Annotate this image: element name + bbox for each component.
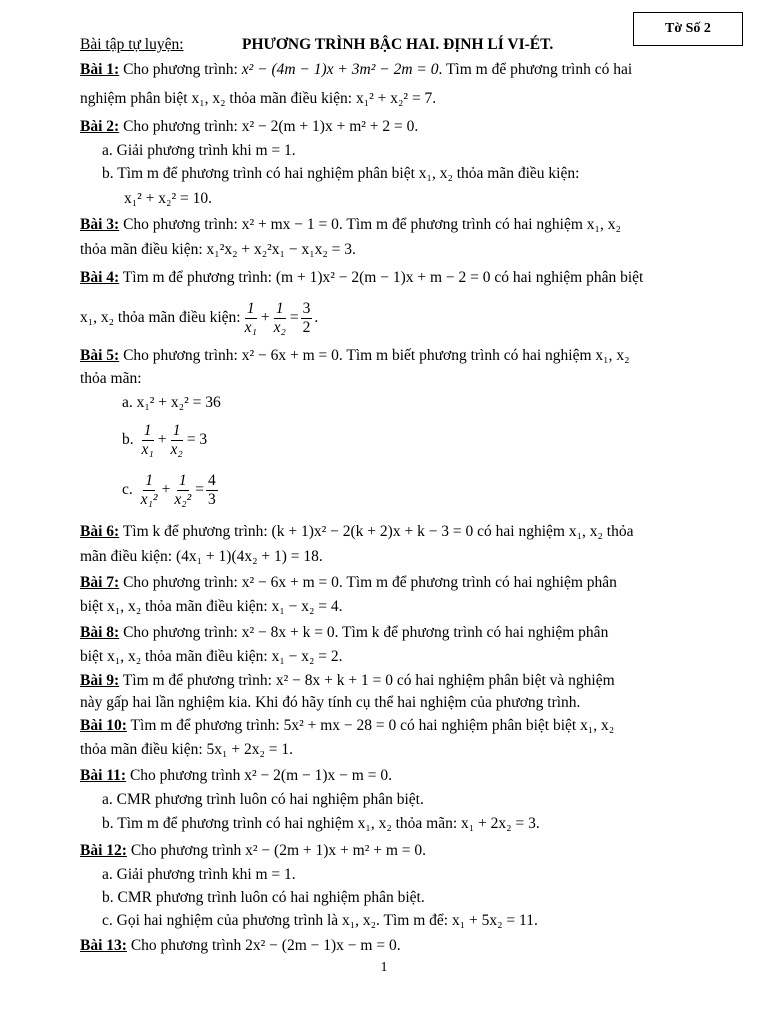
bai5-c-frac2-den: x₂² (174, 490, 192, 508)
bai7-text: Cho phương trình: x² − 6x + m = 0. Tìm m để phương trình có hai nghiệm phân (123, 574, 617, 591)
bai6-text: Tìm k để phương trình: (k + 1)x² − 2(k + 2)x + k − 3 = 0 có hai nghiệm x₁, x₂ thỏa (122, 523, 634, 540)
bai5-b-frac1-num: 1 (143, 421, 152, 439)
bai5-c-frac2-num: 1 (178, 471, 187, 489)
bai4-frac2-num: 1 (275, 299, 284, 317)
bai7-label: Bài 7: (80, 574, 120, 591)
header (80, 36, 554, 54)
bai12-line1 (80, 840, 712, 862)
bai5-line1 (80, 345, 712, 367)
bai5-line2: thỏa mãn: (80, 370, 142, 387)
bai12-part-a: a. Giải phương trình khi m = 1. (102, 866, 296, 883)
bai1-text: Cho phương trình: (123, 61, 238, 78)
bai5-text: Cho phương trình: x² − 6x + m = 0. Tìm m biết phương trình có hai nghiệm x₁, x₂ (123, 347, 630, 364)
bai4-label: Bài 4: (80, 269, 120, 286)
bai5-b-rhs: = 3 (186, 431, 208, 448)
bai8-line1 (80, 622, 712, 644)
bai2-part-a: a. Giải phương trình khi m = 1. (102, 142, 296, 159)
bai9-text: Tìm m để phương trình: x² − 8x + k + 1 = 0 có hai nghiệm phân biệt và nghiệm (122, 672, 615, 689)
page-title: PHƯƠNG TRÌNH BẬC HAI. ĐỊNH LÍ VI-ÉT. (242, 36, 554, 53)
bai5-c-frac3-den: 3 (207, 490, 216, 508)
bai1-text-end: . Tìm m để phương trình có hai (438, 61, 633, 78)
bai5-b-fraction-2 (169, 422, 185, 459)
bai12-part-c: c. Gọi hai nghiệm của phương trình là x₁, x₂. Tìm m để: x₁ + 5x₂ = 11. (102, 912, 538, 929)
bai5-c-fraction-3 (206, 472, 218, 509)
page-number: 1 (380, 960, 388, 975)
bai4-text: Tìm m để phương trình: (m + 1)x² − 2(m − 1)x + m − 2 = 0 có hai nghiệm phân biệt (122, 269, 644, 286)
bai11-part-a: a. CMR phương trình luôn có hai nghiệm phân biệt. (102, 791, 424, 808)
bai4-frac1-num: 1 (246, 299, 255, 317)
bai5-c-frac3-num: 4 (207, 471, 216, 489)
bai12-text: Cho phương trình x² − (2m + 1)x + m² + m = 0. (130, 842, 427, 859)
bai13-line1 (80, 935, 712, 957)
bai6-line2: mãn điều kiện: (4x₁ + 1)(4x₂ + 1) = 18. (80, 548, 323, 565)
bai5-c-frac1-den: x₁² (140, 490, 158, 508)
bai9-line2: này gấp hai lần nghiệm kia. Khi đó hãy tính cụ thể hai nghiệm của phương trình. (80, 694, 581, 711)
bai8-line2: biệt x₁, x₂ thỏa mãn điều kiện: x₁ − x₂ = 2. (80, 648, 343, 665)
bai5-b-frac1-den: x₁ (141, 440, 154, 458)
bai10-line2: thỏa mãn điều kiện: 5x₁ + 2x₂ = 1. (80, 741, 293, 758)
bai11-line1 (80, 765, 712, 787)
bai13-text: Cho phương trình 2x² − (2m − 1)x − m = 0. (130, 937, 401, 954)
bai2-part-b-condition: x₁² + x₂² = 10. (124, 190, 212, 207)
bai5-c-label: c. (122, 481, 133, 498)
bai5-part-a: a. x₁² + x₂² = 36 (122, 394, 221, 411)
bai7-line1 (80, 572, 712, 594)
bai5-b-frac2-num: 1 (172, 421, 181, 439)
exercise-heading: Bài tập tự luyện: (80, 36, 184, 53)
bai5-part-c: c. $\frac{1}{\text{x₁²}}$ + $\frac{1}{\text{x₂²}}$ = $\frac{4}{3}$ (122, 471, 216, 508)
bai11-label: Bài 11: (80, 767, 127, 784)
bai5-b-fraction-1 (140, 422, 156, 459)
bai10-text: Tìm m để phương trình: 5x² + mx − 28 = 0 có hai nghiệm phân biệt biệt x₁, x₂ (130, 717, 615, 734)
bai4-fraction-3 (301, 300, 313, 337)
bai12-label: Bài 12: (80, 842, 127, 859)
bai3-line2: thỏa mãn điều kiện: x₁²x₂ + x₂²x₁ − x₁x₂ = 3. (80, 241, 356, 258)
bai2-part-b: b. Tìm m để phương trình có hai nghiệm phân biệt x₁, x₂ thỏa mãn điều kiện: (102, 165, 580, 182)
bai4-frac1-den: x₁ (244, 318, 257, 336)
bai3-text: Cho phương trình: x² + mx − 1 = 0. Tìm m để phương trình có hai nghiệm x₁, x₂ (123, 216, 621, 233)
bai4-frac2-den: x₂ (273, 318, 286, 336)
bai13-label: Bài 13: (80, 937, 127, 954)
bai12-part-b: b. CMR phương trình luôn có hai nghiệm phân biệt. (102, 889, 425, 906)
bai5-part-b: b. $\frac{1}{\text{x₁}}$ + $\frac{1}{\text{x₂}}$ = 3 (122, 421, 208, 458)
bai9-label: Bài 9: (80, 672, 120, 689)
bai6-label: Bài 6: (80, 523, 120, 540)
bai4-line1 (80, 267, 712, 289)
bai4-fraction-1 (243, 300, 259, 337)
bai5-b-frac2-den: x₂ (170, 440, 183, 458)
bai8-label: Bài 8: (80, 624, 120, 641)
bai5-c-frac1-num: 1 (145, 471, 153, 489)
bai8-text: Cho phương trình: x² − 8x + k = 0. Tìm k để phương trình có hai nghiệm phân (123, 624, 609, 641)
bai10-label: Bài 10: (80, 717, 127, 734)
bai5-c-fraction-1 (139, 472, 160, 509)
bai9-line1 (80, 670, 712, 692)
bai1-equation: x² − (4m − 1)x + 3m² − 2m = 0 (241, 61, 439, 78)
bai4-line2: x₁, x₂ thỏa mãn điều kiện: $\frac{1}{\text{x₁}}$ + $\frac{1}{\text{x₂}}$ = $\frac{3}{2}$ . (80, 299, 319, 336)
bai5-c-fraction-2 (172, 472, 193, 509)
bai2-line1 (80, 116, 712, 138)
bai5-label: Bài 5: (80, 347, 120, 364)
bai1-label: Bài 1: (80, 61, 120, 78)
bai11-text: Cho phương trình x² − 2(m − 1)x − m = 0. (129, 767, 392, 784)
bai10-line1 (80, 715, 712, 737)
sheet-number-box: Tờ Số 2 (633, 12, 743, 46)
bai1-line1 (80, 59, 712, 81)
bai3-line1 (80, 214, 712, 236)
bai4-frac3-den: 2 (302, 318, 311, 336)
bai2-text: Cho phương trình: x² − 2(m + 1)x + m² + 2 = 0. (123, 118, 419, 135)
bai3-label: Bài 3: (80, 216, 120, 233)
bai5-b-label: b. (122, 431, 134, 448)
bai2-label: Bài 2: (80, 118, 120, 135)
bai1-line2: nghiệm phân biệt x₁, x₂ thỏa mãn điều kiện: x₁² + x₂² = 7. (80, 90, 437, 107)
bai4-frac3-num: 3 (302, 299, 311, 317)
bai4-fraction-2 (272, 300, 288, 337)
bai6-line1 (80, 521, 712, 543)
bai7-line2: biệt x₁, x₂ thỏa mãn điều kiện: x₁ − x₂ = 4. (80, 598, 343, 615)
bai4-condition-text: x₁, x₂ thỏa mãn điều kiện: (80, 309, 241, 326)
bai11-part-b: b. Tìm m để phương trình có hai nghiệm x₁, x₂ thỏa mãn: x₁ + 2x₂ = 3. (102, 815, 540, 832)
